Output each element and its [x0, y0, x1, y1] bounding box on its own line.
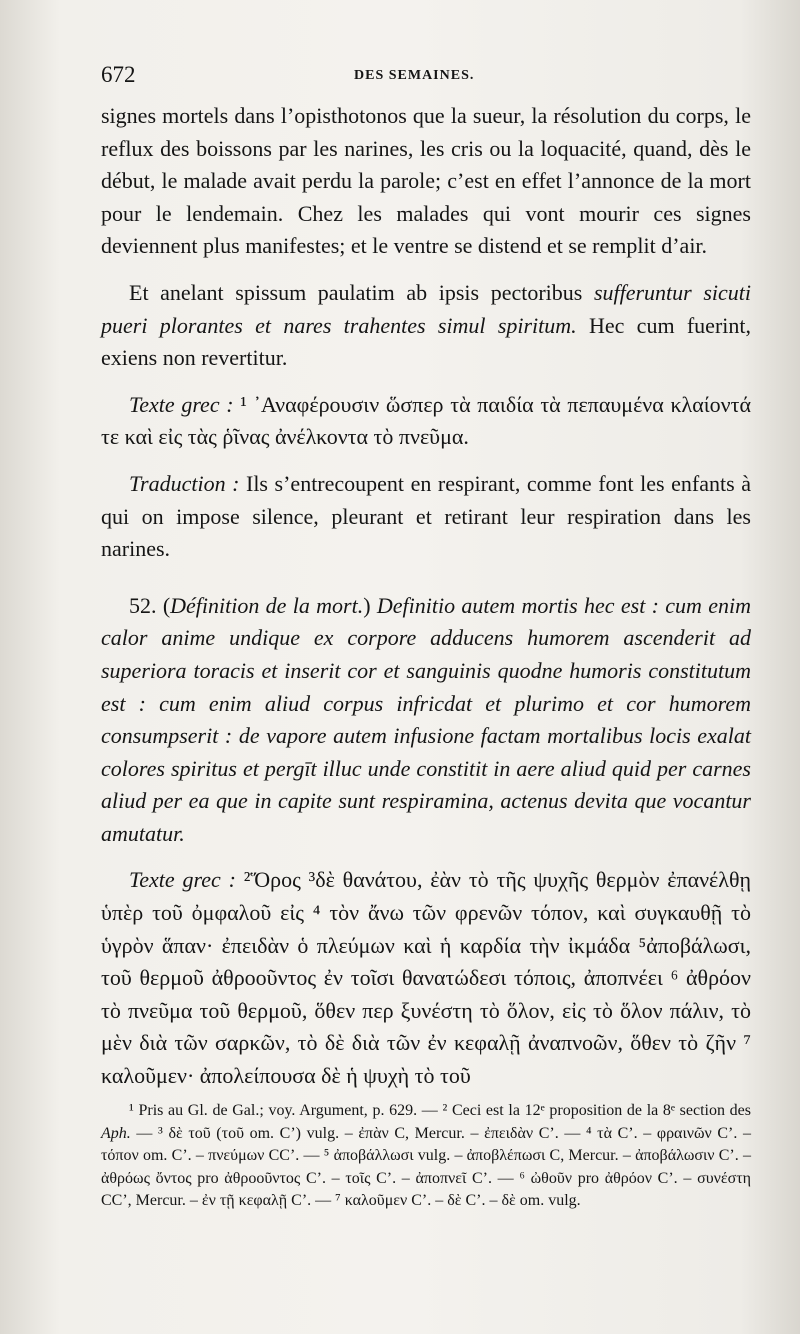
translation-label: Traduction : [129, 470, 240, 496]
footnotes [101, 1100, 751, 1213]
running-title: DES SEMAINES. [354, 68, 475, 83]
greek-text-2: ²Ὅρος ³δὲ θανάτου, ἐὰν τὸ τῆς ψυχῆς θερμὸν ἐπανέλθῃ ὑπὲρ τοῦ ὀμφαλοῦ εἰς ⁴ τὸν ἄνω τῶν φρενῶν τόπον, καὶ συγκαυθῇ τὸ ὑγρὸν ἅπαν· ἐπειδὰν ὁ πλεύμων καὶ ἡ καρδία τὴν ἰκμάδα ⁵ἀποβάλωσι, τοῦ θερμοῦ ἀθροοῦντος ἐν τοῖσι θανατώδεσι τόποις, ἀποπνέει ⁶ ἀθρόον τὸ πνεῦμα τοῦ θερμοῦ, ὅθεν περ ξυνέστη τὸ ὅλον, εἰς τὸ ὅλον πάλιν, τὸ μὲν διὰ τῶν σαρκῶν, τὸ δὲ διὰ τῶν ἐν κεφαλῇ ἀναπνοῶν, ὅθεν τὸ ζῆν ⁷ καλοῦμεν· ἀπολείπουσα δὲ ἡ ψυχὴ τὸ τοῦ [101, 867, 751, 1089]
greek-label: Texte grec : [129, 391, 234, 417]
definition-latin: Definitio autem mortis hec est : cum enim calor anime undique ex corpore adducens humorem ascenderit ad superiora toracis et inserit cor et sanguinis quodne humoris constitutum est : cum enim aliud corpus infricdat et plurimo et cor humorem consumpserit : de vapore autem infusione factam mortalibus locis exalat colores spiritus et pergīt illuc unde constitit in aere aliud quid per carnes aliud per ea que in capite sunt respiramina, actenus devita que vocantur amutatur. [101, 592, 751, 846]
page-header [101, 62, 751, 92]
paragraph-greek-1 [101, 389, 751, 454]
paragraph-translation [101, 468, 751, 566]
footnote-text: ¹ Pris au Gl. de Gal.; voy. Argument, p. 629. — ² Ceci est la 12ᵉ proposition de la 8ᵉ section des [129, 1102, 751, 1119]
latin-italic: sufferuntur sicuti pueri plorantes et nares trahentes simul spiritum. [101, 279, 751, 338]
page-number: 672 [101, 62, 136, 87]
section-number: 52. ( [129, 592, 171, 618]
section-title-close: ) [363, 592, 377, 618]
latin-text: Et anelant spissum paulatim ab ipsis pectoribus [129, 279, 594, 305]
paragraph-latin-anelant [101, 277, 751, 375]
greek-label-2: Texte grec : [129, 867, 236, 893]
latin-text-end: Hec cum fuerint, exiens non revertitur. [101, 312, 751, 371]
footnote-block [101, 1100, 751, 1213]
main-text [101, 100, 751, 1093]
paragraph-greek-2 [101, 864, 751, 1092]
footnote-aph: Aph. [101, 1124, 131, 1142]
greek-text: ¹ ᾽Αναφέρουσιν ὥσπερ τὰ παιδία τὰ πεπαυμένα κλαίοντά τε καὶ εἰς τὰς ῥῖνας ἀνέλκοντα τὸ πνεῦμα. [101, 391, 751, 450]
paragraph-opisthotonos: signes mortels dans l’opisthotonos que la sueur, la résolution du corps, le reflux des boissons par les narines, les cris ou la loquacité, quand, dès le début, le malade avait perdu la parole; c’est en effet l’annonce de la mort pour le lendemain. Chez les malades qui vont mourir ces signes deviennent plus manifestes; et le ventre se distend et se remplit d’air. [101, 103, 751, 259]
section-title: Définition de la mort. [170, 592, 364, 618]
translation-text: Ils s’entrecoupent en respirant, comme font les enfants à qui on impose silence, pleurant et retirant leur respiration dans les narines. [101, 470, 752, 562]
paragraph-definition [101, 590, 751, 851]
footnote-text-rest: — ³ δὲ τοῦ (τοῦ om. C’) vulg. – ἐπὰν C, Mercur. – ἐπειδὰν C’. — ⁴ τὰ C’. – φραινῶν C’. – τόπον om. C’. – πνεύμων CC’. — ⁵ ἀποβάλλωσι vulg. – ἀποβλέπωσι C, Mercur. – ἀποβάλωσιν C’. – ἀθρόως ὄντος pro ἀθροοῦντος C’. – τοῖς C’. – ἀποπνεῖ C’. — ⁶ ὠθοῦν pro ἀθρόον C’. – συνέστη CC’, Mercur. – ἐν τῇ κεφαλῇ C’. — ⁷ καλοῦμεν C’. – δὲ C’. – δὲ om. vulg. [101, 1124, 751, 1209]
